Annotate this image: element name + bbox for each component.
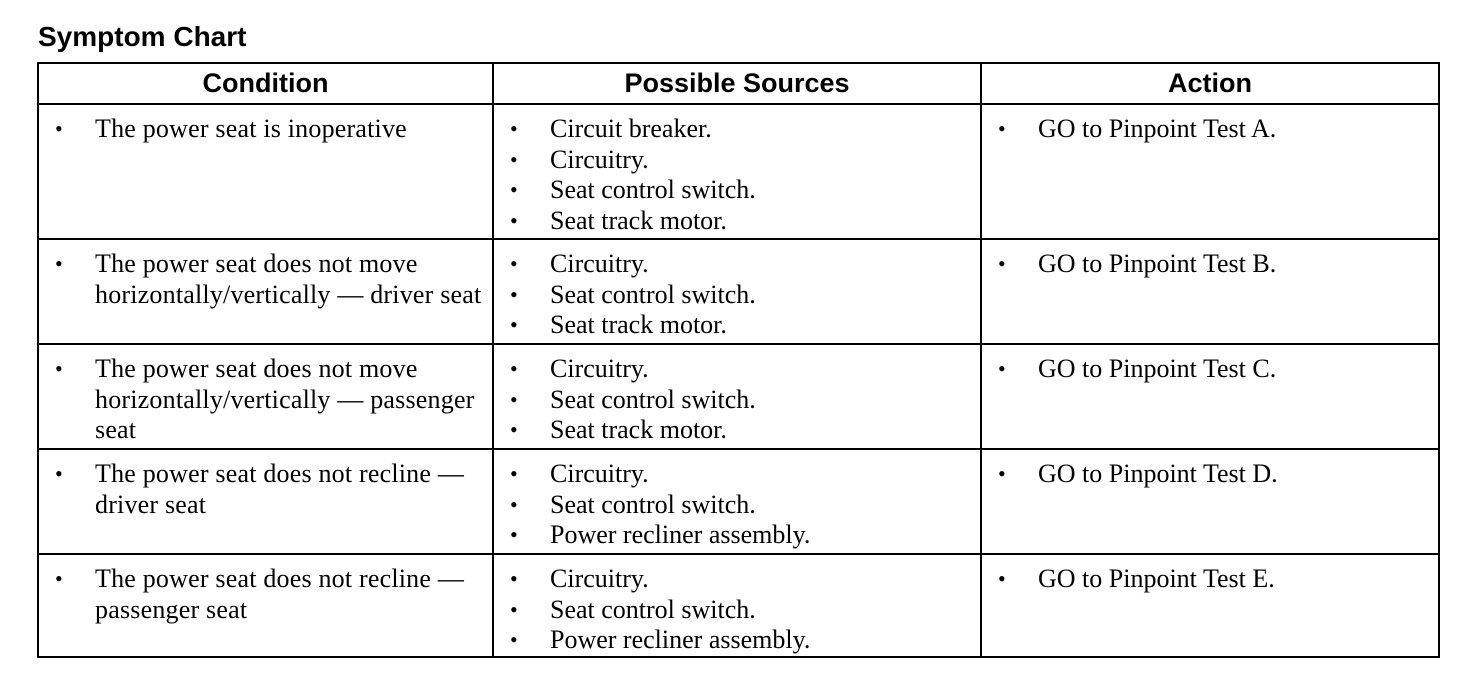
condition-text: • The power seat does not move horizontally/vertically — passenger seat: [39, 354, 492, 446]
source-item: • Seat control switch.: [494, 280, 980, 311]
condition-cell: [38, 449, 493, 554]
action-cell: [981, 554, 1439, 657]
condition-text: • The power seat does not recline — passenger seat: [39, 564, 492, 625]
header-possible-sources: Possible Sources: [493, 63, 981, 104]
sources-cell: [493, 344, 981, 449]
action-text: • GO to Pinpoint Test D.: [982, 459, 1438, 490]
table-row: [38, 344, 1439, 449]
condition-cell: [38, 239, 493, 344]
source-item: • Circuitry.: [494, 564, 980, 595]
sources-cell: [493, 449, 981, 554]
source-item: • Circuitry.: [494, 354, 980, 385]
source-item: • Seat track motor.: [494, 206, 980, 237]
action-text: • GO to Pinpoint Test A.: [982, 114, 1438, 145]
table-row: [38, 104, 1439, 239]
sources-cell: [493, 104, 981, 239]
table-row: [38, 449, 1439, 554]
source-item: • Seat track motor.: [494, 415, 980, 446]
source-item: • Seat control switch.: [494, 490, 980, 521]
table-row: [38, 239, 1439, 344]
condition-text: • The power seat does not recline — driver seat: [39, 459, 492, 520]
header-condition: Condition: [38, 63, 493, 104]
action-cell: [981, 344, 1439, 449]
action-text: • GO to Pinpoint Test C.: [982, 354, 1438, 385]
condition-cell: [38, 554, 493, 657]
action-cell: [981, 449, 1439, 554]
action-text: • GO to Pinpoint Test E.: [982, 564, 1438, 595]
sources-cell: [493, 239, 981, 344]
condition-cell: [38, 104, 493, 239]
source-item: • Circuitry.: [494, 249, 980, 280]
source-item: • Power recliner assembly.: [494, 625, 980, 656]
source-item: • Circuit breaker.: [494, 114, 980, 145]
sources-cell: [493, 554, 981, 657]
table-row: [38, 554, 1439, 657]
source-item: • Seat control switch.: [494, 385, 980, 416]
action-text: • GO to Pinpoint Test B.: [982, 249, 1438, 280]
source-item: • Seat control switch.: [494, 175, 980, 206]
page-title: Symptom Chart: [38, 21, 247, 52]
source-item: • Circuitry.: [494, 145, 980, 176]
condition-text: • The power seat does not move horizontally/vertically — driver seat: [39, 249, 492, 310]
condition-cell: [38, 344, 493, 449]
source-item: • Power recliner assembly.: [494, 520, 980, 551]
source-item: • Seat track motor.: [494, 310, 980, 341]
condition-text: • The power seat is inoperative: [39, 114, 492, 145]
header-row: [38, 63, 1439, 104]
symptom-chart-table: [37, 62, 1440, 658]
source-item: • Seat control switch.: [494, 595, 980, 626]
header-action: Action: [981, 63, 1439, 104]
source-item: • Circuitry.: [494, 459, 980, 490]
action-cell: [981, 104, 1439, 239]
action-cell: [981, 239, 1439, 344]
